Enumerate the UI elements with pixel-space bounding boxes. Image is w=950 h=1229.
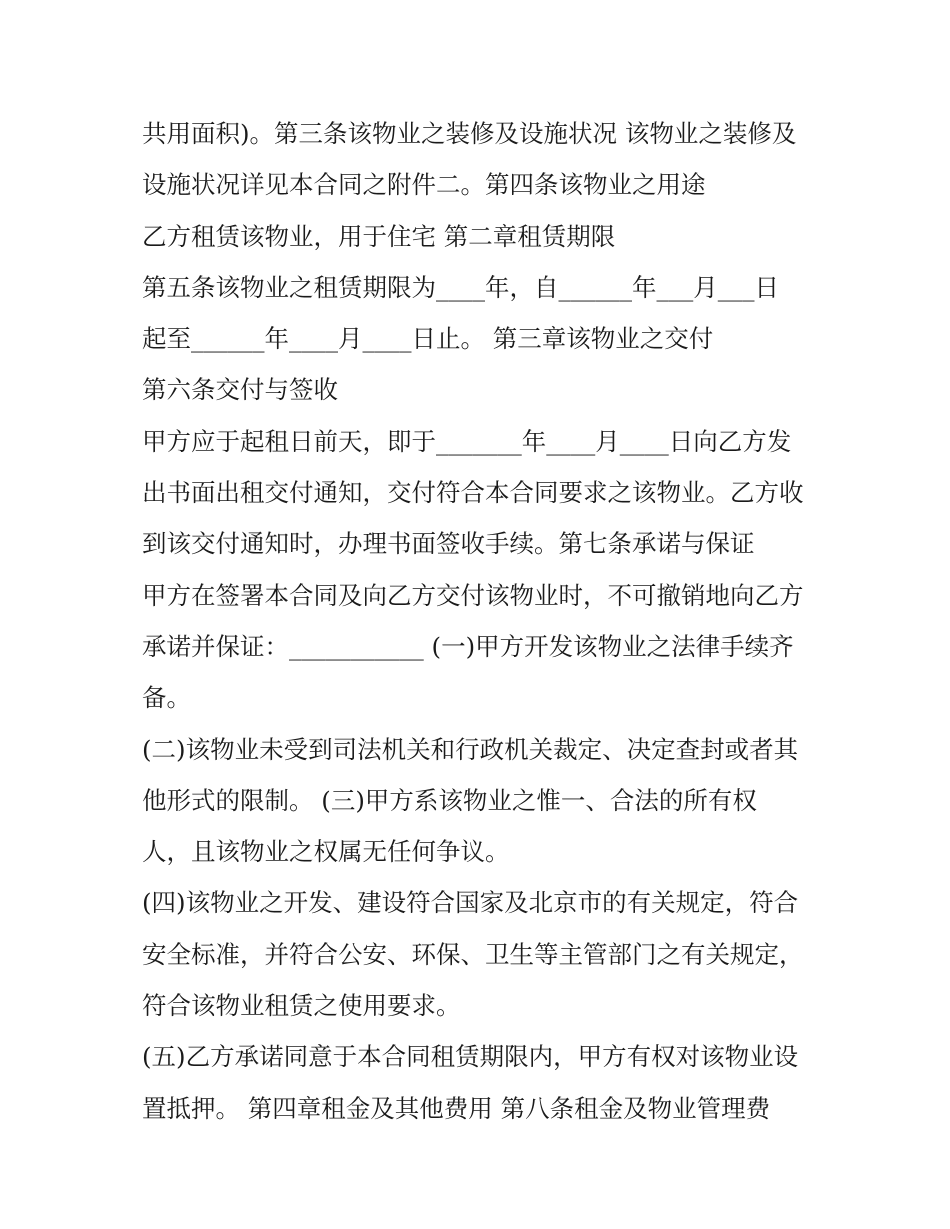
text-line: 置抵押。 第四章租金及其他费用 第八条租金及物业管理费: [142, 1093, 771, 1123]
text-line: 备。: [142, 683, 191, 713]
text-line: 到该交付通知时，办理书面签收手续。第七条承诺与保证: [142, 529, 755, 559]
text-line: 甲方应于起租日前天，即于_______年____月____日向乙方发: [142, 426, 792, 456]
text-line: 人，且该物业之权属无任何争议。: [142, 837, 510, 867]
text-line: 出书面出租交付通知，交付符合本合同要求之该物业。乙方收: [142, 478, 804, 508]
text-line: 第五条该物业之租赁期限为____年，自______年___月___日: [142, 272, 779, 302]
text-line: 甲方在签署本合同及向乙方交付该物业时，不可撤销地向乙方: [142, 580, 804, 610]
text-line: 他形式的限制。 (三)甲方系该物业之惟一、合法的所有权: [142, 785, 757, 815]
contract-text-body: [142, 108, 822, 1134]
text-line: (二)该物业未受到司法机关和行政机关裁定、决定查封或者其: [142, 734, 799, 764]
text-line: (四)该物业之开发、建设符合国家及北京市的有关规定，符合: [142, 888, 799, 918]
text-line: 设施状况详见本合同之附件二。第四条该物业之用途: [142, 170, 706, 200]
text-line: 共用面积)。第三条该物业之装修及设施状况 该物业之装修及: [142, 119, 797, 148]
text-line: 第六条交付与签收: [142, 375, 338, 405]
text-line: 起至______年____月____日止。 第三章该物业之交付: [142, 324, 714, 354]
text-line: 承诺并保证：___________ (一)甲方开发该物业之法律手续齐: [142, 631, 794, 661]
text-line: (五)乙方承诺同意于本合同租赁期限内，甲方有权对该物业设: [142, 1042, 799, 1072]
text-line: 安全标准，并符合公安、环保、卫生等主管部门之有关规定，: [142, 939, 804, 969]
text-line: 乙方租赁该物业，用于住宅 第二章租赁期限: [142, 221, 616, 251]
text-line: 符合该物业租赁之使用要求。: [142, 991, 461, 1021]
